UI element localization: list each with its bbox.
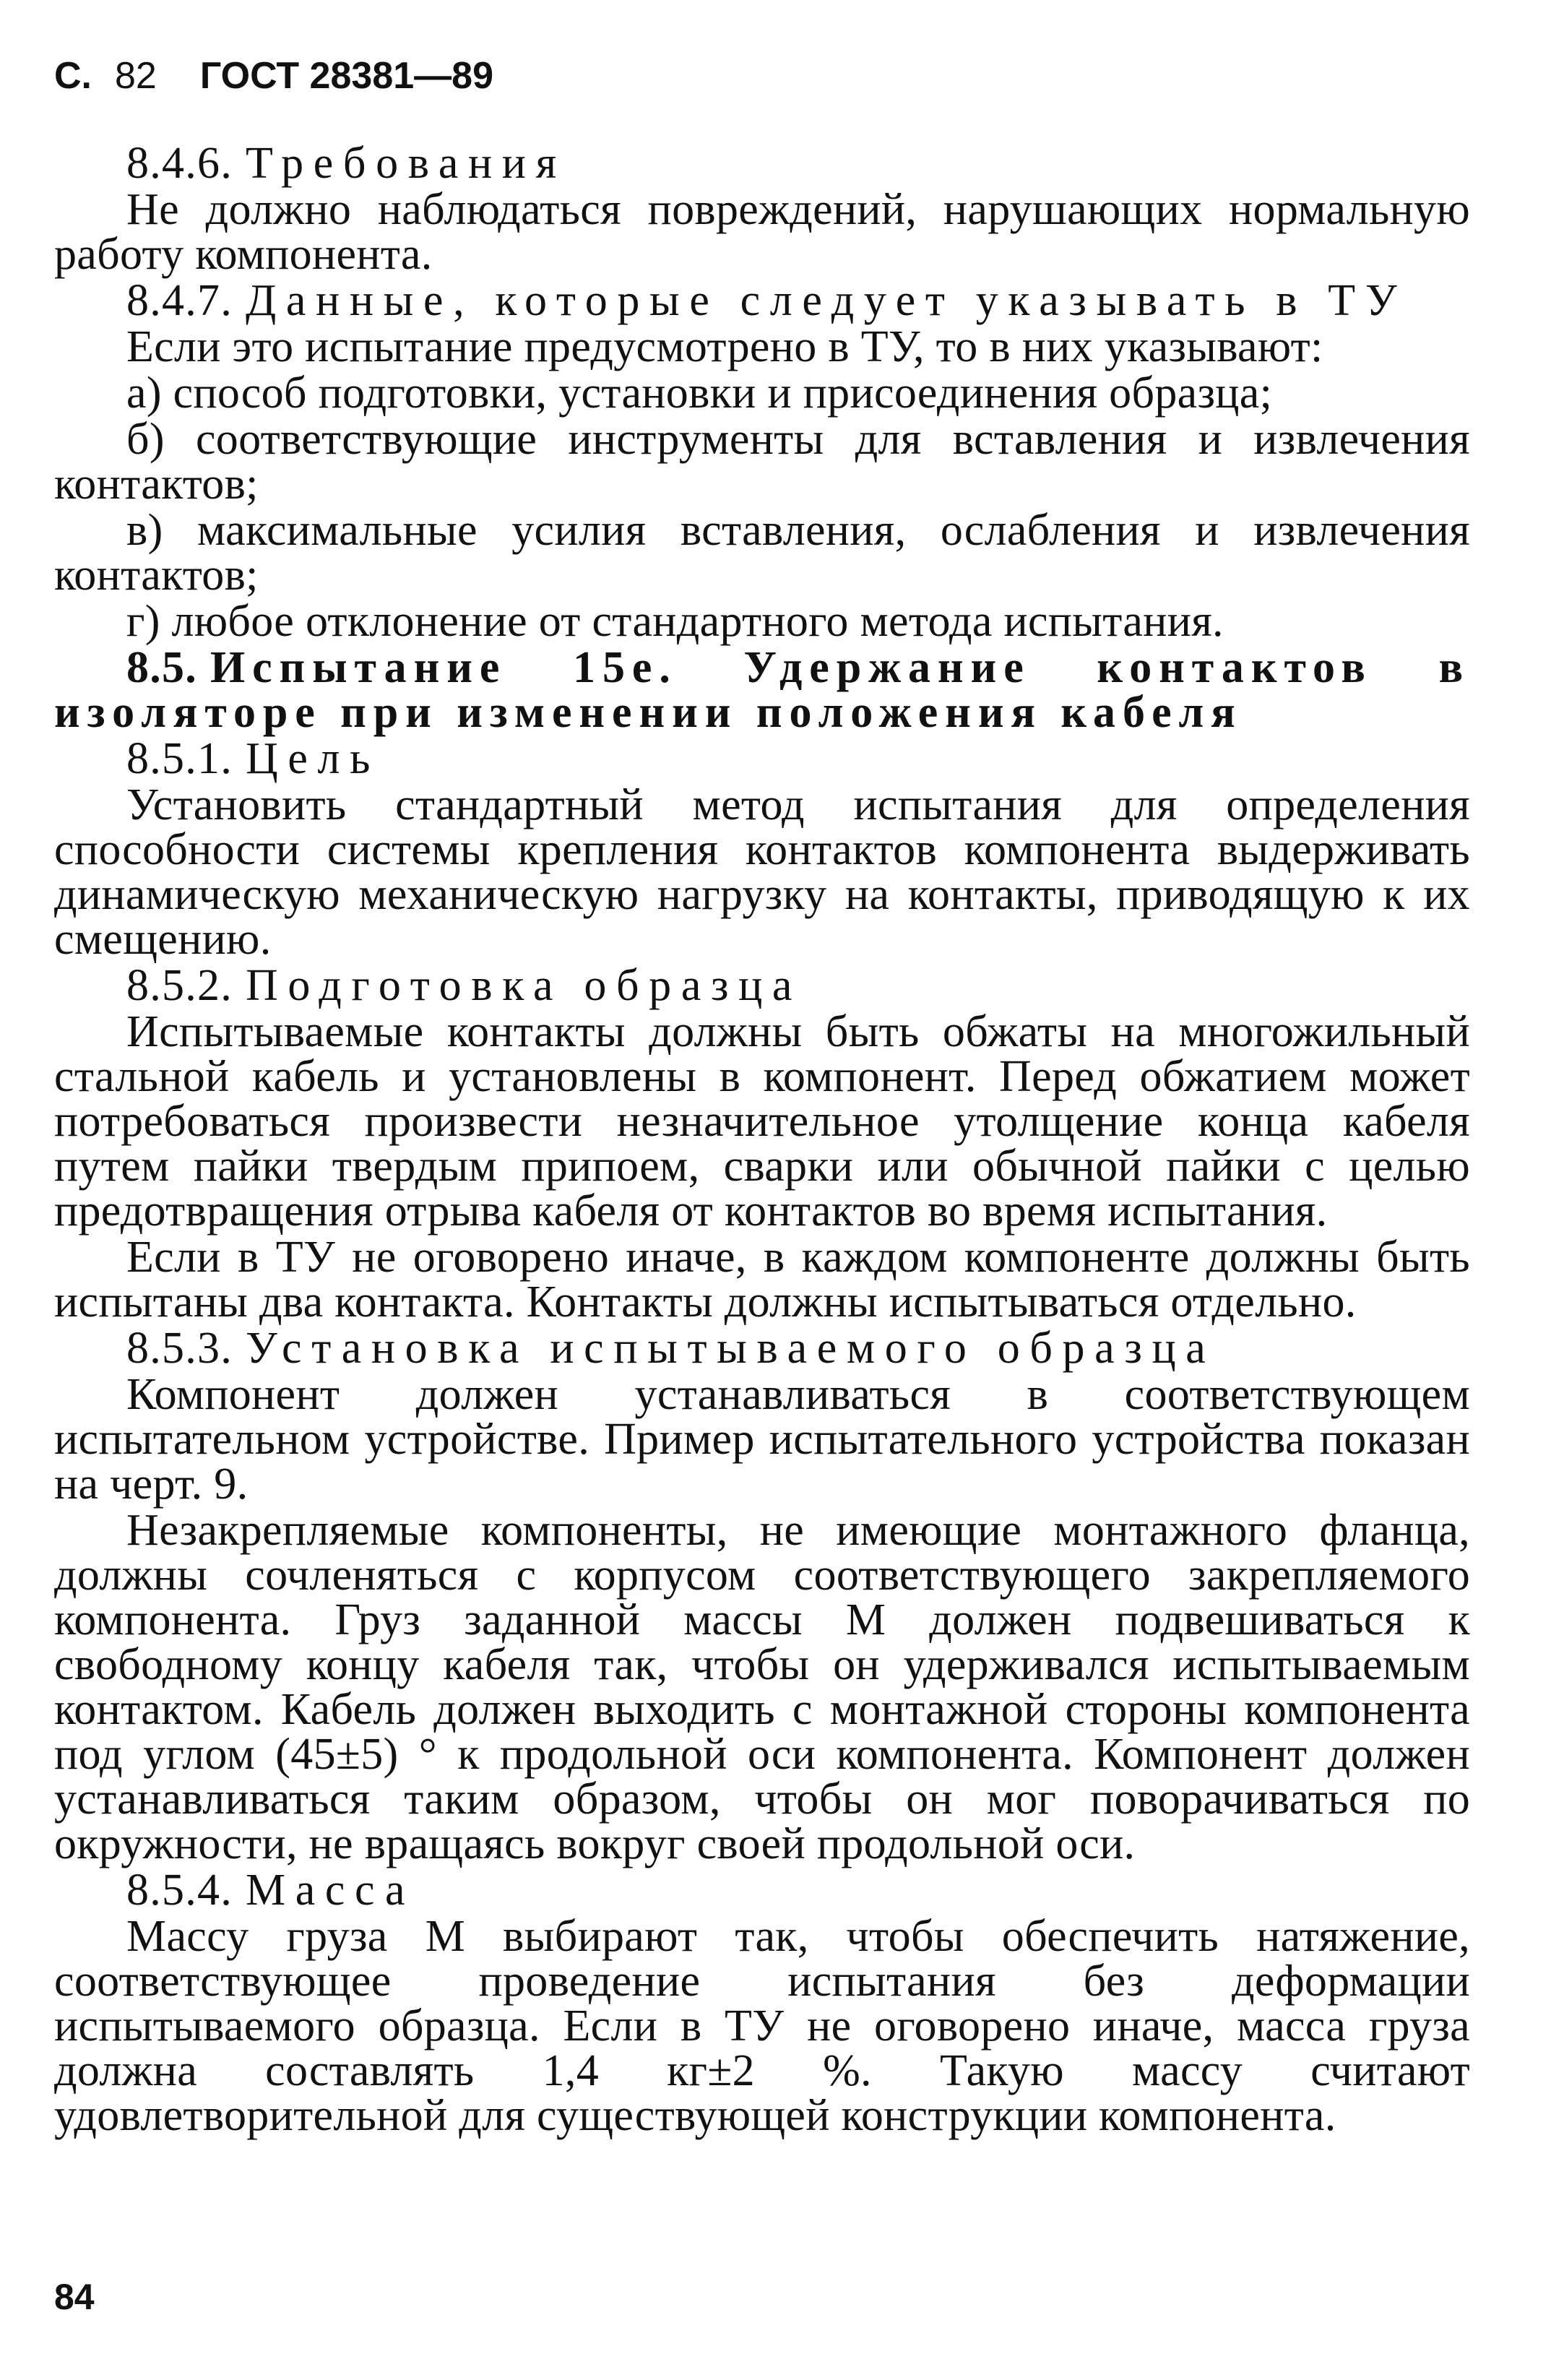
section-title: Цель (245, 734, 381, 783)
paragraph: Компонент должен устанавливаться в соответствующем испытательном устройстве. Пример испытательного устройства показан на черт. 9. (54, 1370, 1470, 1509)
section-number: 8.5.2. (126, 961, 233, 1010)
section-number: 8.5.4. (126, 1866, 233, 1915)
section-heading-8-5-4 (54, 1868, 1470, 1913)
document-page (54, 43, 1470, 2355)
paragraph: Испытываемые контакты должны быть обжаты на многожильный стальной кабель и установлены в компонент. Перед обжатием может потребоваться произвести незначительное утолщение конца кабеля путем пайки твердым припоем, сварки или обычной пайки с целью предотвращения отрыва кабеля от контактов во время испытания. (54, 1007, 1470, 1236)
section-number: 8.4.6. (126, 139, 233, 188)
section-heading-8-4-6 (54, 141, 1470, 186)
page-prefix: С. (54, 55, 92, 97)
section-title: Данные, которые следует указывать в ТУ (245, 276, 1407, 325)
paragraph: Если это испытание предусмотрено в ТУ, то в них указывают: (126, 322, 1323, 371)
list-item: б) соответствующие инструменты для вставления и извлечения контактов; (54, 415, 1470, 509)
paragraph: Массу груза М выбирают так, чтобы обеспечить натяжение, соответствующее проведение испытания без деформации испытываемого образца. Если в ТУ не оговорено иначе, масса груза должна составлять 1,4 кг±2 %. Такую массу считают удовлетворительной для существующей конструкции компонента. (54, 1912, 1470, 2140)
list-item: в) максимальные усилия вставления, ослабления и извлечения контактов; (54, 506, 1470, 600)
section-number: 8.4.7. (126, 276, 233, 325)
list-item: г) любое отклонение от стандартного метода испытания. (126, 597, 1224, 646)
section-number: 8.5.3. (126, 1324, 233, 1373)
footer-page-number: 84 (54, 2277, 95, 2317)
section-heading-8-5 (54, 645, 1470, 735)
list-item: а) способ подготовки, установки и присоединения образца; (126, 368, 1273, 418)
paragraph: Незакрепляемые компоненты, не имеющие монтажного фланца, должны сочленяться с корпусом соответствующего закрепляемого компонента. Груз заданной массы М должен подвешиваться к свободному концу кабеля так, чтобы он удерживался испытываемым контактом. Кабель должен выходить с монтажной стороны компонента под углом (45±5) ° к продольной оси компонента. Компонент должен устанавливаться таким образом, чтобы он мог поворачиваться по окружности, не вращаясь вокруг своей продольной оси. (54, 1506, 1470, 1868)
section-heading-8-5-2 (54, 963, 1470, 1008)
running-head (54, 43, 1470, 108)
document-body (54, 141, 1470, 2138)
section-heading-8-4-7 (54, 278, 1470, 323)
section-title: Требования (245, 139, 566, 188)
section-title: Испытание 15е. Удержание контактов в изоляторе при изменении положения кабеля (54, 643, 1470, 737)
section-title: Подготовка образца (245, 961, 803, 1010)
section-heading-8-5-3 (54, 1326, 1470, 1371)
page-number: 82 (115, 55, 157, 97)
standard-code: ГОСТ 28381—89 (199, 55, 493, 97)
section-title: Масса (245, 1866, 415, 1915)
paragraph: Не должно наблюдаться повреждений, нарушающих нормальную работу компонента. (54, 185, 1470, 279)
section-number: 8.5. (126, 643, 197, 692)
section-title: Установка испытываемого образца (245, 1324, 1216, 1373)
paragraph: Если в ТУ не оговорено иначе, в каждом компоненте должны быть испытаны два контакта. Контакты должны испытываться отдельно. (54, 1233, 1470, 1327)
section-number: 8.5.1. (126, 734, 233, 783)
paragraph: Установить стандартный метод испытания для определения способности системы крепления контактов компонента выдерживать динамическую механическую нагрузку на контакты, приводящую к их смещению. (54, 780, 1470, 964)
section-heading-8-5-1 (54, 736, 1470, 781)
